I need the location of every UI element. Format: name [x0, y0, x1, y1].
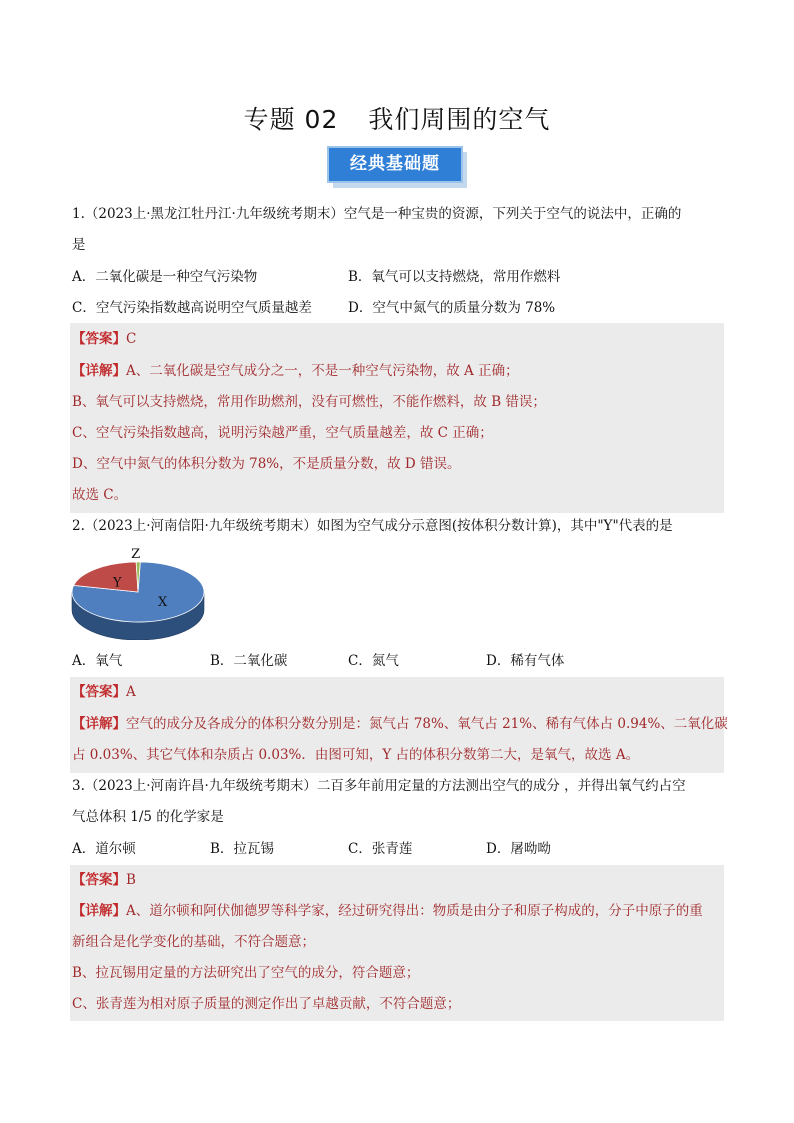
q3-detail-line3: B、拉瓦锡用定量的方法研究出了空气的成分，符合题意； — [72, 965, 420, 981]
pie-label-z: Z — [131, 547, 141, 563]
q1-answer-tag: 【答案】 — [72, 331, 126, 347]
q3-stem-line1: 3.（2023上·河南许昌·九年级统考期末）二百多年前用定量的方法测出空气的成分 ，并得出氧气约占空 — [72, 778, 686, 794]
q2-option-b: B．二氧化碳 — [210, 653, 288, 669]
section-badge — [327, 146, 471, 190]
q2-answer-value: A — [126, 684, 136, 700]
q1-stem-line1: 1.（2023上·黑龙江牡丹江·九年级统考期末）空气是一种宝贵的资源，下列关于空气的说法中，正确的 — [72, 206, 682, 222]
pie-label-y: Y — [113, 575, 122, 591]
q1-detail-tag: 【详解】 — [72, 363, 126, 379]
q1-option-b: B．氧气可以支持燃烧，常用作燃料 — [348, 269, 561, 285]
page-title — [0, 100, 794, 136]
q2-option-a: A．氧气 — [72, 653, 123, 669]
q3-option-d: D．屠呦呦 — [486, 841, 551, 857]
q1-option-a: A．二氧化碳是一种空气污染物 — [72, 269, 258, 285]
air-composition-pie-chart — [70, 540, 210, 640]
q3-option-a: A．道尔顿 — [72, 841, 136, 857]
q1-option-c: C．空气污染指数越高说明空气质量越差 — [72, 300, 312, 316]
q2-option-d: D．稀有气体 — [486, 653, 565, 669]
q1-answer-value: C — [126, 331, 137, 347]
q1-stem-line2: 是 — [72, 237, 86, 253]
q1-answer — [72, 328, 136, 350]
q1-conclusion: 故选 C。 — [72, 487, 128, 503]
q1-answer-block — [70, 323, 724, 513]
q1-detail-line1 — [72, 360, 519, 382]
q2-stem: 2.（2023上·河南信阳·九年级统考期末）如图为空气成分示意图(按体积分数计算)，其中"Y"代表的是 — [72, 518, 673, 534]
q1-detail-line2: B、氧气可以支持燃烧，常用作助燃剂，没有可燃性，不能作燃料，故 B 错误； — [72, 394, 546, 410]
q1-detail-text1: A、二氧化碳是空气成分之一，不是一种空气污染物，故 A 正确； — [126, 363, 519, 379]
q2-option-c: C．氮气 — [348, 653, 399, 669]
q3-answer-value: B — [126, 872, 136, 888]
q3-option-b: B．拉瓦锡 — [210, 841, 274, 857]
q3-detail-text1: A、道尔顿和阿伏伽德罗等科学家，经过研究得出：物质是由分子和原子构成的，分子中原子的重 — [126, 903, 703, 919]
q2-detail-line2: 占 0.03%、其它气体和杂质占 0.03%．由图可知，Y 占的体积分数第二大，是氧气，故选 A。 — [72, 747, 640, 763]
q2-detail-line1 — [72, 713, 728, 735]
title-name: 我们周围的空气 — [368, 105, 551, 134]
q1-detail-line4: D、空气中氮气的体积分数为 78%，不是质量分数，故 D 错误。 — [72, 456, 461, 472]
q2-detail-text1: 空气的成分及各成分的体积分数分别是：氮气占 78%、氧气占 21%、稀有气体占 0.94%、二氧化碳 — [126, 716, 728, 732]
q3-answer — [72, 869, 136, 891]
q1-detail-line3: C、空气污染指数越高，说明污染越严重，空气质量越差，故 C 正确； — [72, 425, 493, 441]
q2-answer — [72, 681, 136, 703]
q3-stem-line2: 气总体积 1/5 的化学家是 — [72, 809, 224, 825]
title-topic: 专题 02 — [243, 105, 339, 134]
q3-detail-line2: 新组合是化学变化的基础，不符合题意； — [72, 934, 315, 950]
q3-detail-line4: C、张青莲为相对原子质量的测定作出了卓越贡献，不符合题意； — [72, 996, 461, 1012]
q2-detail-tag: 【详解】 — [72, 716, 126, 732]
pie-label-x: X — [158, 595, 168, 610]
q3-answer-tag: 【答案】 — [72, 872, 126, 888]
q3-option-c: C．张青莲 — [348, 841, 413, 857]
q3-detail-line1 — [72, 900, 703, 922]
badge-label: 经典基础题 — [327, 146, 463, 183]
q2-answer-tag: 【答案】 — [72, 684, 126, 700]
q3-detail-tag: 【详解】 — [72, 903, 126, 919]
q1-option-d: D．空气中氮气的质量分数为 78% — [348, 300, 556, 316]
